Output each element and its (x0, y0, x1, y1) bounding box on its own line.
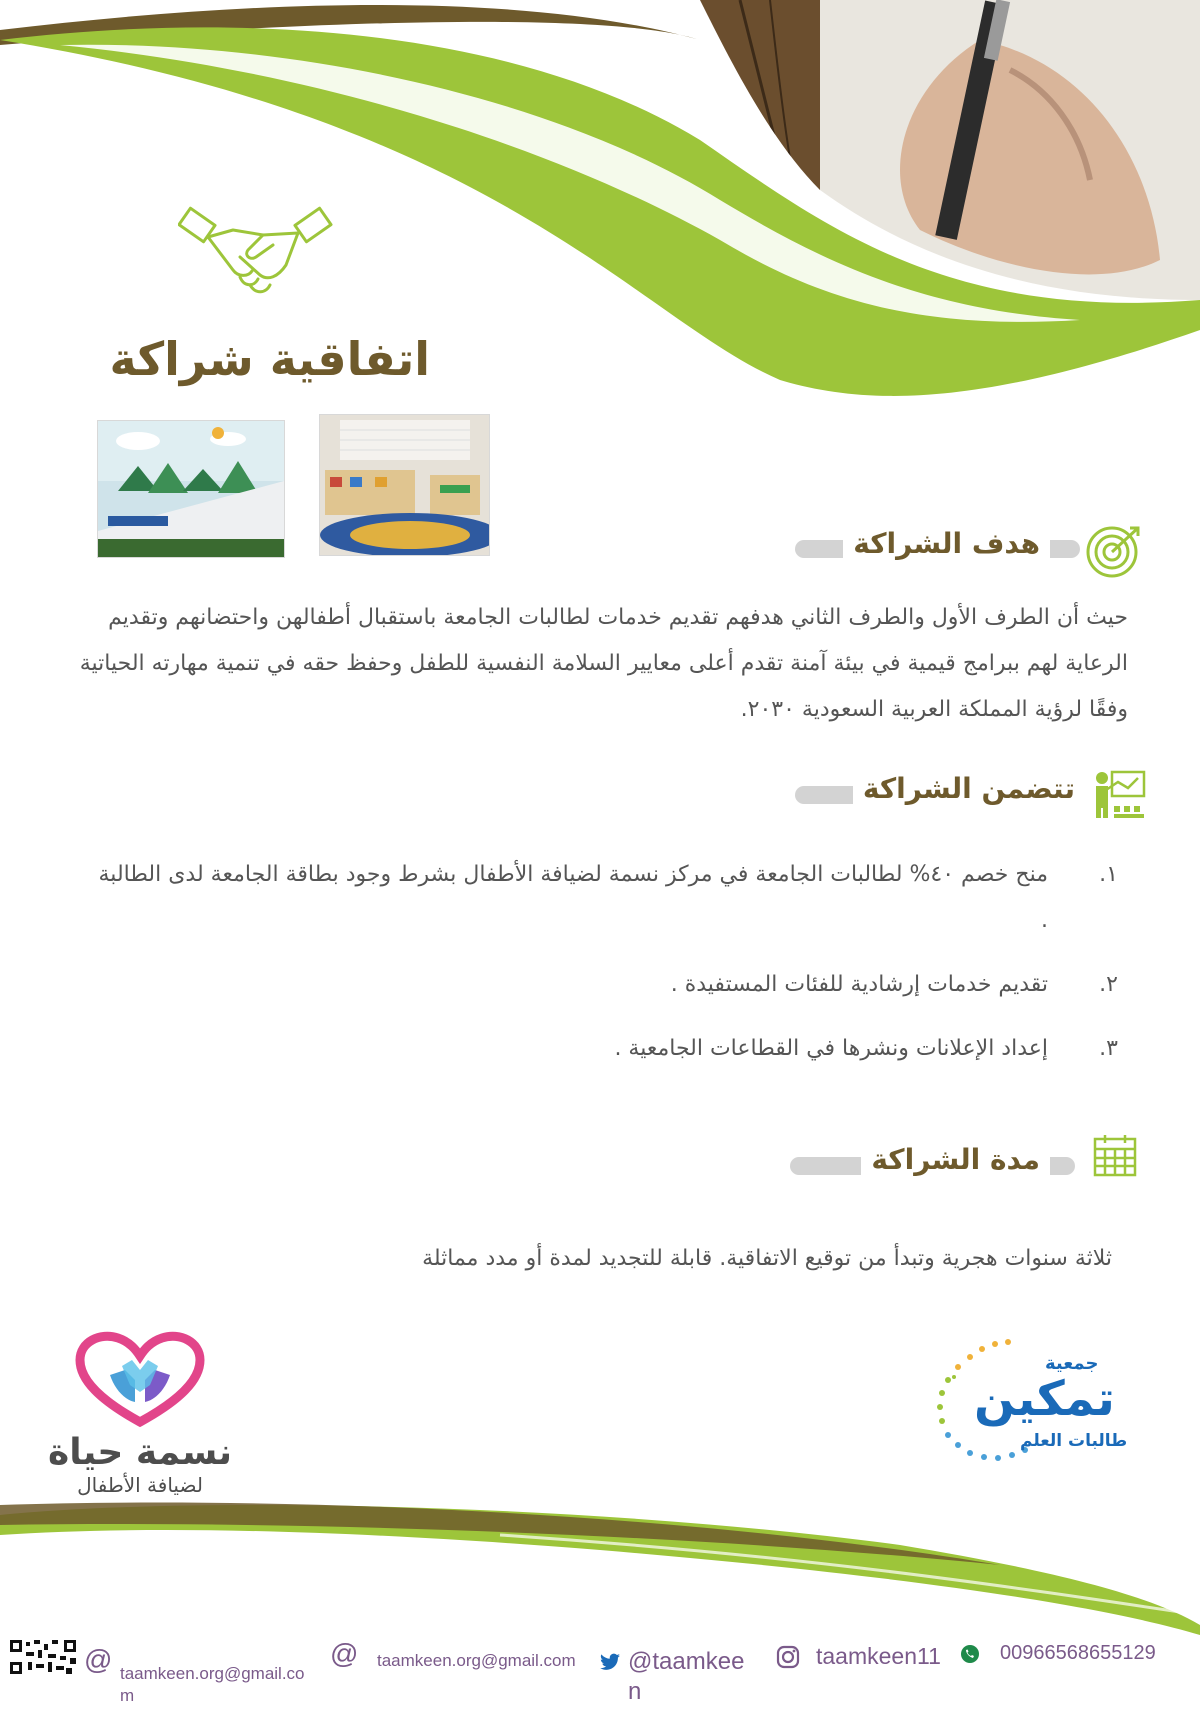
email-link-2[interactable]: taamkeen.org@gmail.com (377, 1651, 576, 1670)
instagram-icon (776, 1645, 800, 1669)
duration-paragraph: ثلاثة سنوات هجرية وتبدأ من توقيع الاتفاقية. قابلة للتجديد لمدة أو مدد مماثلة (422, 1246, 1112, 1271)
photo-classroom (319, 414, 490, 556)
tamkeen-logo-sub: طالبات العلم (1020, 1431, 1128, 1451)
page-title: اتفاقية شراكة (109, 332, 430, 386)
list-item-number: ٣. (1099, 1036, 1118, 1061)
list-item (88, 852, 1118, 944)
calendar-icon (1093, 1133, 1137, 1177)
email-link-1-wrap[interactable]: m (120, 1686, 135, 1705)
twitter-handle-wrap[interactable]: n (628, 1678, 642, 1705)
nasmat-hayat-logo (40, 1330, 240, 1500)
list-item-text: منح خصم ٤٠% لطالبات الجامعة في مركز نسمة لضيافة الأطفال بشرط وجود بطاقة الجامعة لدى الطالبة . (98, 862, 1048, 933)
twitter-icon (600, 1653, 620, 1671)
handshake-icon (178, 205, 333, 300)
tamkeen-logo-top: جمعية (1045, 1353, 1099, 1374)
list-item-text: إعداد الإعلانات ونشرها في القطاعات الجامعية . (614, 1036, 1048, 1061)
nasmat-hayat-name: نسمة حياة (47, 1432, 233, 1473)
presentation-icon (1092, 768, 1148, 820)
includes-section-title: تتضمن الشراكة (853, 772, 1085, 805)
list-item-text: تقديم خدمات إرشادية للفئات المستفيدة . (670, 972, 1048, 997)
tamkeen-logo-main: تمكين (974, 1371, 1115, 1427)
email-at-icon: @ (330, 1638, 359, 1669)
duration-section-title: مدة الشراكة (861, 1143, 1050, 1176)
tamkeen-logo (930, 1335, 1130, 1475)
list-item-number: ٢. (1099, 972, 1118, 997)
footer-decoration (0, 1495, 1200, 1635)
target-icon (1086, 522, 1144, 580)
photo-playroom (97, 420, 285, 558)
phone-number[interactable]: 00966568655129 (1000, 1642, 1156, 1664)
list-item-number: ١. (1099, 862, 1118, 887)
goal-section-title: هدف الشراكة (843, 527, 1050, 560)
goal-paragraph: حيث أن الطرف الأول والطرف الثاني هدفهم تقديم خدمات لطالبات الجامعة باستقبال أطفالهن واحتضانهم وتقديم الرعاية لهم ببرامج قيمية في بيئة آمنة تقدم أعلى معايير السلامة النفسية للطفل وحفظ حقه في تنمية مهارته الحياتية وفقًا لرؤية المملكة العربية السعودية ٢٠٣٠. (79, 605, 1128, 722)
nasmat-hayat-tagline: لضيافة الأطفال (77, 1473, 203, 1497)
qr-code-icon (8, 1638, 78, 1676)
list-item (88, 962, 1118, 1008)
twitter-handle[interactable]: @taamkee (628, 1648, 745, 1675)
instagram-handle[interactable]: taamkeen11 (816, 1643, 941, 1669)
email-link-1[interactable]: taamkeen.org@gmail.co (120, 1664, 305, 1683)
list-item (88, 1026, 1118, 1072)
whatsapp-icon (960, 1644, 980, 1664)
email-at-icon: @ (84, 1644, 113, 1675)
